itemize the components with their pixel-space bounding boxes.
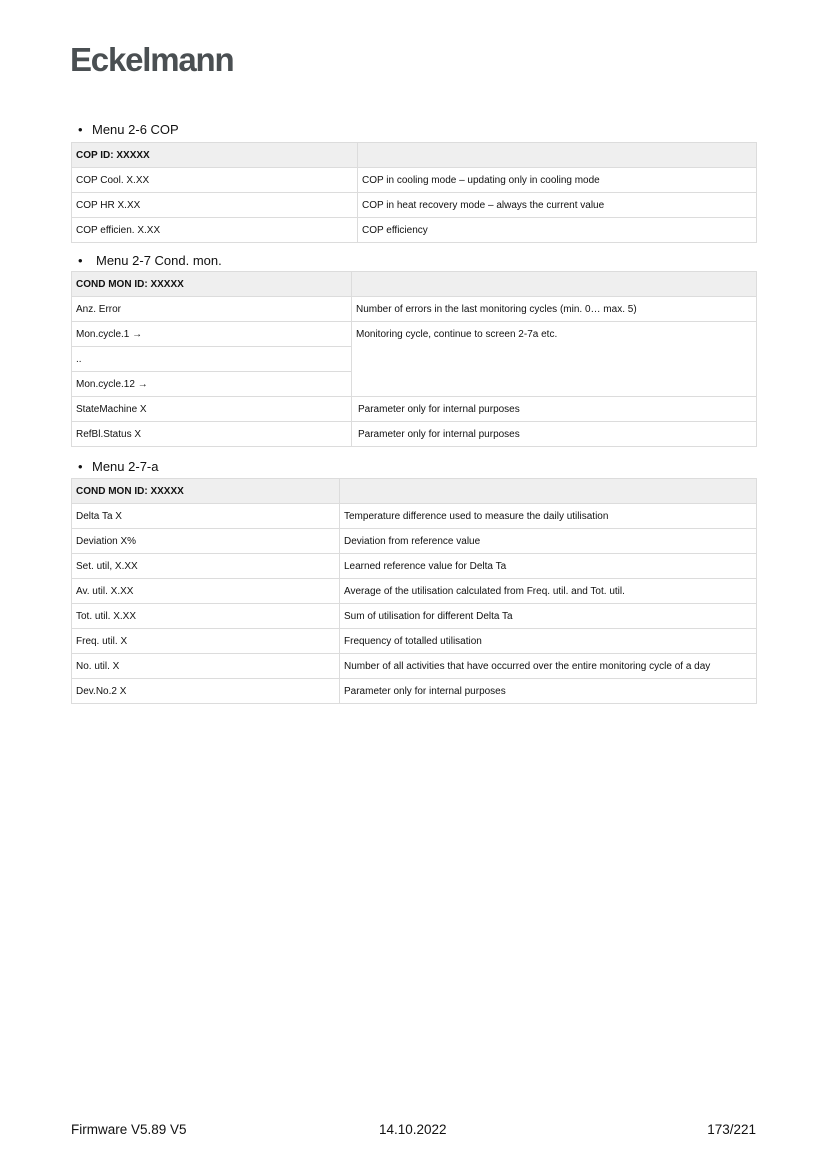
table-row: [72, 168, 757, 193]
parameter-cell: Mon.cycle.12 →: [72, 372, 352, 397]
description-cell: COP in cooling mode – updating only in cooling mode: [358, 168, 757, 193]
parameter-cell: Tot. util. X.XX: [72, 604, 340, 629]
description-cell: Deviation from reference value: [340, 529, 757, 554]
description-cell: Sum of utilisation for different Delta Ta: [340, 604, 757, 629]
description-cell: Parameter only for internal purposes: [352, 422, 757, 447]
parameter-cell: StateMachine X: [72, 397, 352, 422]
table-row: [72, 218, 757, 243]
table-row: [72, 654, 757, 679]
table-header-cell: COND MON ID: XXXXX: [72, 272, 352, 297]
parameter-cell: Anz. Error: [72, 297, 352, 322]
description-cell: COP in heat recovery mode – always the current value: [358, 193, 757, 218]
section-heading-menu-2-6: [78, 122, 179, 138]
table-row: [72, 579, 757, 604]
bullet-icon: •: [78, 122, 83, 137]
parameter-cell: RefBl.Status X: [72, 422, 352, 447]
section-heading-menu-2-7-a: [78, 459, 158, 475]
description-cell: Learned reference value for Delta Ta: [340, 554, 757, 579]
section-title: Menu 2-7-a: [92, 459, 159, 474]
parameter-cell: ..: [72, 347, 352, 372]
cond-mon-detail-table: [71, 478, 757, 704]
table-header-cell: [340, 479, 757, 504]
description-cell: Parameter only for internal purposes: [340, 679, 757, 704]
section-heading-menu-2-7: [78, 253, 222, 269]
parameter-cell: Freq. util. X: [72, 629, 340, 654]
table-row: [72, 322, 757, 347]
table-header-row: [72, 479, 757, 504]
parameter-cell: Deviation X%: [72, 529, 340, 554]
parameter-cell: Delta Ta X: [72, 504, 340, 529]
cond-mon-table: [71, 271, 757, 447]
description-cell: Frequency of totalled utilisation: [340, 629, 757, 654]
table-row: [72, 397, 757, 422]
footer-date: 14.10.2022: [379, 1122, 447, 1137]
table-row: [72, 604, 757, 629]
table-header-cell: [352, 272, 757, 297]
table-header-cell: COND MON ID: XXXXX: [72, 479, 340, 504]
parameter-cell: Set. util, X.XX: [72, 554, 340, 579]
table-row: [72, 193, 757, 218]
bullet-icon: •: [78, 459, 83, 474]
parameter-cell: Av. util. X.XX: [72, 579, 340, 604]
table-header-cell: COP ID: XXXXX: [72, 143, 358, 168]
table-row: [72, 679, 757, 704]
description-cell: Monitoring cycle, continue to screen 2-7a etc.: [352, 322, 757, 397]
parameter-cell: Dev.No.2 X: [72, 679, 340, 704]
table-row: [72, 504, 757, 529]
table-row: [72, 554, 757, 579]
description-cell: Number of all activities that have occurred over the entire monitoring cycle of a day: [340, 654, 757, 679]
table-header-row: [72, 143, 757, 168]
eckelmann-logo: Eckelmann: [70, 41, 234, 78]
cop-table: [71, 142, 757, 243]
parameter-cell: Mon.cycle.1 →: [72, 322, 352, 347]
description-cell: Temperature difference used to measure the daily utilisation: [340, 504, 757, 529]
description-cell: Number of errors in the last monitoring cycles (min. 0… max. 5): [352, 297, 757, 322]
table-header-row: [72, 272, 757, 297]
table-row: [72, 297, 757, 322]
section-title: Menu 2-6 COP: [92, 122, 179, 137]
parameter-cell: COP efficien. X.XX: [72, 218, 358, 243]
bullet-icon: •: [78, 253, 83, 268]
parameter-cell: No. util. X: [72, 654, 340, 679]
parameter-cell: COP Cool. X.XX: [72, 168, 358, 193]
table-row: [72, 629, 757, 654]
description-cell: COP efficiency: [358, 218, 757, 243]
description-cell: Parameter only for internal purposes: [352, 397, 757, 422]
table-header-cell: [358, 143, 757, 168]
section-title: Menu 2-7 Cond. mon.: [96, 253, 222, 268]
table-row: [72, 529, 757, 554]
description-cell: Average of the utilisation calculated from Freq. util. and Tot. util.: [340, 579, 757, 604]
footer-page-number: 173/221: [707, 1122, 756, 1137]
parameter-cell: COP HR X.XX: [72, 193, 358, 218]
table-row: [72, 422, 757, 447]
footer-firmware-version: Firmware V5.89 V5: [71, 1122, 187, 1137]
